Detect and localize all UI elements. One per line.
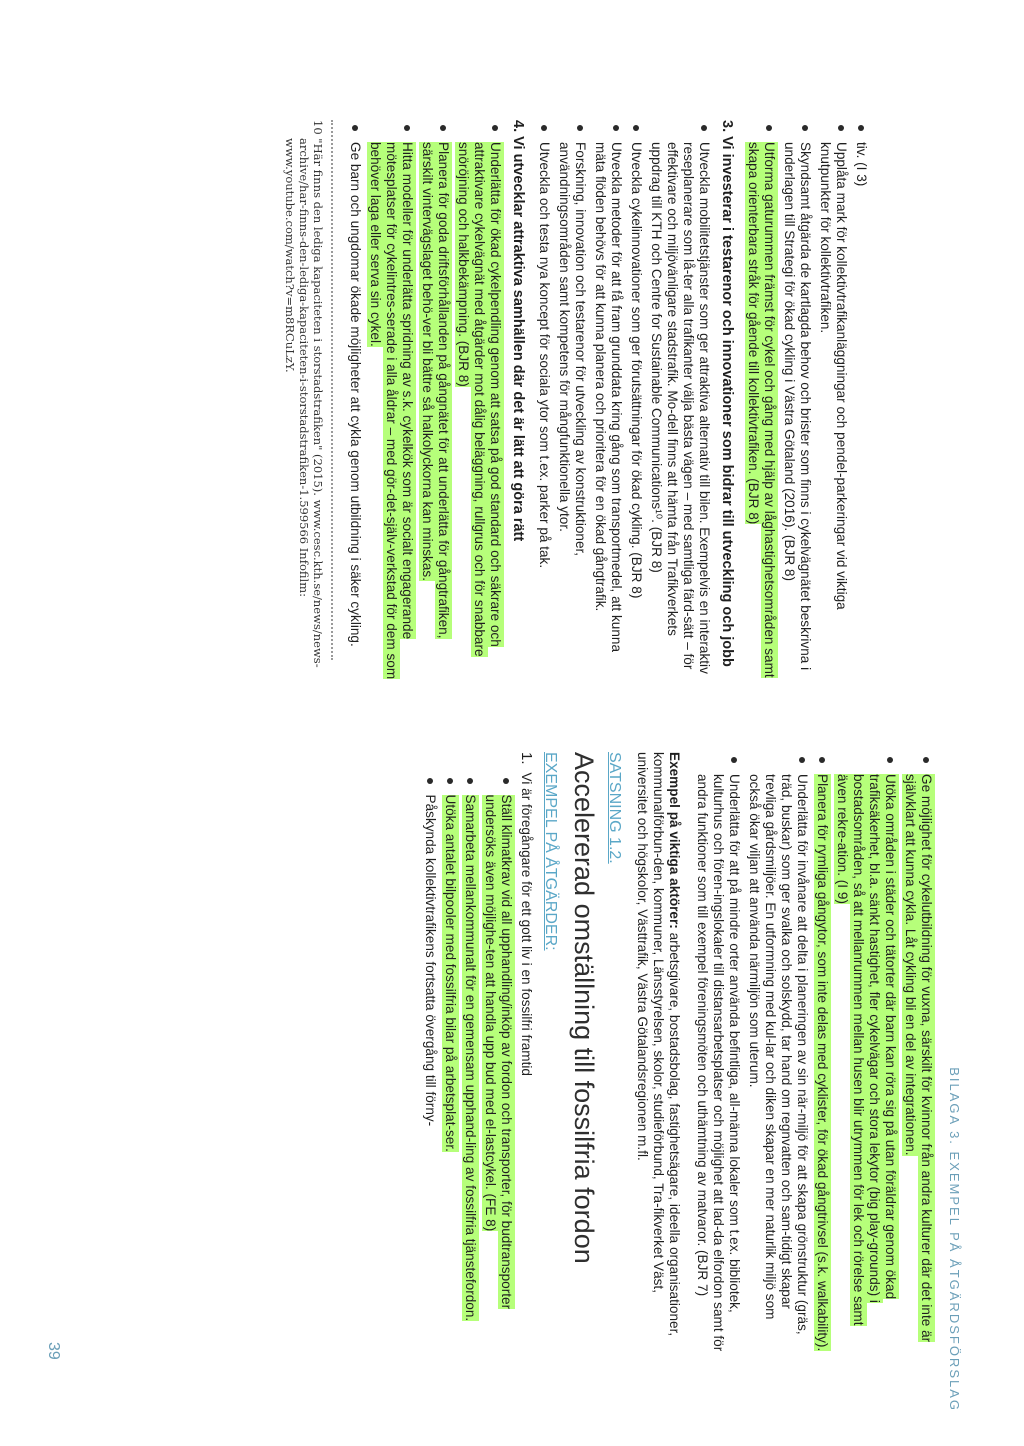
highlighted-text: Utöka antalet bilpooler med fossilfria bilar på arbetsplat-ser. <box>443 794 458 1152</box>
highlighted-text: Hitta modeller för underlätta spridning av s.k. cykelkök som är socialt engagerande mötesplatser för cykelintres-serade i alla åldrar – med gör-det-själv-verkstad för dem som behöver laga eller serva sin cykel. <box>368 142 415 680</box>
list-item: Upplåta mark för kollektivtrafikanläggningar och pendel-parkeringar vid viktiga knutpunkter för kollektivtrafiken. <box>817 120 849 680</box>
list-item <box>419 120 451 680</box>
section-4-list <box>347 120 503 680</box>
point-1-list <box>422 773 514 1352</box>
list-item: Utveckla metoder för att få fram grunddata kring gång som transportmedel, att kunna mäta flöden behövs för att kunna planera och prioritera för en ökad gångtrafik. <box>592 120 624 680</box>
list-item: Påskynda kollektivtrafikens fortsatta övergång till förny- <box>422 773 438 1352</box>
running-head: BILAGA 3. EXEMPEL PÅ ÅTGÄRDSFÖRSLAG <box>947 1067 962 1412</box>
satsning-label: SATSNING 1.2. <box>606 752 623 864</box>
highlighted-text: Planera för rymliga gångytor, som inte delas med cyklister, för ökad gångtrivsel (s.k. walkability). <box>815 774 830 1352</box>
highlighted-text: Utöka områden i städer och tätorter där barn kan röra sig på utan föräldrar genom ökad trafiksäkerhet, bl.a. sänkt hastighet, fler cykelvägar och stora lekytor (big play-grounds) i bostadsområden, så att mellanrummen mellan husen blir utrymmen för lek och rörelse samt även rekre-ation. (I 9) <box>835 774 898 1326</box>
list-item <box>455 120 503 680</box>
highlighted-text: Samarbeta mellankommunalt för en gemensam upphand-ling av fossilfria tjänstefordon. <box>463 794 478 1322</box>
section-3-list <box>536 120 712 680</box>
highlighted-text: Planera för goda driftsförhållanden på gångnätet för att underlätta för gångtrafiken, särskilt vintervägslaget behö-ver bli bättre så halkolyckorna kan minskas. <box>420 142 451 639</box>
section-4-heading: 4. Vi utvecklar attraktiva samhällen där det är lätt att göra rätt <box>510 120 526 542</box>
point-1: 1. Vi är föregångare för ett gott liv i en fossilfri framtid Ställ klimatkrav vid all upphandling/inköp av fordon och transporter, för budtransporter undersöks även möjlighe-ten att handla upp bud med el-lastcykel. (FE 8) Samarbeta mellankommunalt för en gemensam upphand-ling av fossilfria tjänstefordon. Utöka antalet bilpooler med fossilfria bilar på arbetsplat-ser. Påskynda kollektivtrafikens fortsatta övergång till förny- <box>418 752 534 1352</box>
list-item: Underlätta för att på mindre orter använda befintliga, all-männa lokaler som t.ex. bibliotek, kulturhus och fören-ingslokaler till distansarbetsplatser och möjlighet att lad-da elfordon samt för andra funktioner som till exempel föreningsmöten och uthämtning av matvaror. (BJR 7) <box>694 752 742 1352</box>
example-actors: Exempel på viktiga aktörer: arbetsgivare, bostadsbolag, fastighetsägare, ideella organisationer, kommunalförbun-den, kommuner, Länsstyrelsen, skolor, studieförbund, Tra-fikverket Väst, universitet och högskolor, Västtrafik, Västra Götalandsregionen m.fl. <box>635 752 682 1337</box>
list-item <box>902 752 934 1352</box>
page-number: 39 <box>45 1342 62 1360</box>
left-column <box>283 120 869 680</box>
list-item: Underlätta för invånare att delta i planeringen av sin när-miljö för att skapa grönstruktur (gräs, träd, buskar) som ger svalka och solskydd, tar hand om regnvatten och sam-tidigt skapar trevliga gårdsmiljöer. En utformning med kul-lar och diken skapar en mer naturlik miljö som också ökar viljan att använda närmiljön som uterum. <box>746 752 810 1352</box>
list-item <box>462 773 478 1352</box>
list-item: tiv. (I 3) <box>853 120 869 680</box>
list-item: Utveckla och testa nya koncept för sociala ytor som t.ex. parker på tak. <box>536 120 552 680</box>
highlighted-text: Ställ klimatkrav vid all upphandling/inköp av fordon och transporter, för budtransporter undersöks även möjlighe-ten att handla upp bud med el-lastcykel. (FE 8) <box>483 794 514 1310</box>
list-item: Skyndsamt åtgärda de kartlagda behov och brister som finns i cykelvägnätet beskrivna i underlagen till Strategi för ökad cykling i Västra Götaland (2016). (BJR 8) <box>781 120 813 680</box>
list-item <box>482 773 514 1352</box>
highlighted-text: Utforma gaturummen främst för cykel och gång med hjälp av låghastighetsområden samt skapa orienterbara stråk för gående till kollektivtrafiken. (BJR 8) <box>746 142 777 678</box>
list-item: Forskning, innovation och testarenor för utveckling av konstruktioner, användningsområden samt kompetens för mångfunktionella ytor. <box>556 120 588 680</box>
list-item <box>834 752 898 1352</box>
highlighted-text: Underlätta för ökad cykelpendling genom att satsa på god standard och säkrare och attraktivare cykelvägnät med åtgärder mot dålig beläggning, rullgrus och för snabbare snöröjning och halkbekämpning. (BJR 8) <box>456 142 503 657</box>
list-item <box>814 752 830 1352</box>
list-item: Utveckla mobilitetstjänster som ger attraktiva alternativ till bilen. Exempelvis en interaktiv reseplanerare som lå-ter alla trafikanter välja bästa vägen – med samtliga färd-sätt – för effektivare och miljövänligare stadstrafik. Mo-dell finns att hämta från Trafikverkets uppdrag till KTH och Centre for Sustainable Communications¹⁰. (BJR 8) <box>648 120 712 680</box>
satsning-title: Accelererad omställning till fossilfria fordon <box>569 752 599 1264</box>
list-item <box>745 120 777 680</box>
list-item <box>367 120 415 680</box>
right-list <box>694 752 934 1352</box>
highlighted-text: Ge möjlighet för cykelutbildning för vuxna, särskilt för kvinnor från andra kulturer där det inte är självklart att kunna cykla. Låt cykling bli en del av integrationen. <box>903 774 934 1343</box>
footnote: 10 "Här finns den lediga kapaciteten i storstadstrafiken" (2015). www.cesc.kth.se/news/news-archive/har-finns-den-lediga-kapaciteten-i-storstadstrafiken-1.599566 Infofilm: www.youtube.com/watch?v=m8RCuLzY. <box>283 120 325 668</box>
footnote-divider <box>331 120 333 660</box>
right-column <box>418 752 934 1352</box>
list-item: Utveckla cykelinnovationer som ger förutsättningar för ökad cykling. (BJR 8) <box>628 120 644 680</box>
intro-list <box>745 120 869 680</box>
list-item <box>442 773 458 1352</box>
examples-heading: EXEMPEL PÅ ÅTGÄRDER: <box>542 752 559 951</box>
section-3-heading: 3. Vi investerar i testarenor och innovationer som bidrar till utveckling och jobb <box>719 120 735 667</box>
point-1-title: Vi är föregångare för ett gott liv i en fossilfri framtid <box>519 772 534 1076</box>
list-item: Ge barn och ungdomar ökade möjligheter att cykla genom utbildning i säker cykling. <box>347 120 363 680</box>
